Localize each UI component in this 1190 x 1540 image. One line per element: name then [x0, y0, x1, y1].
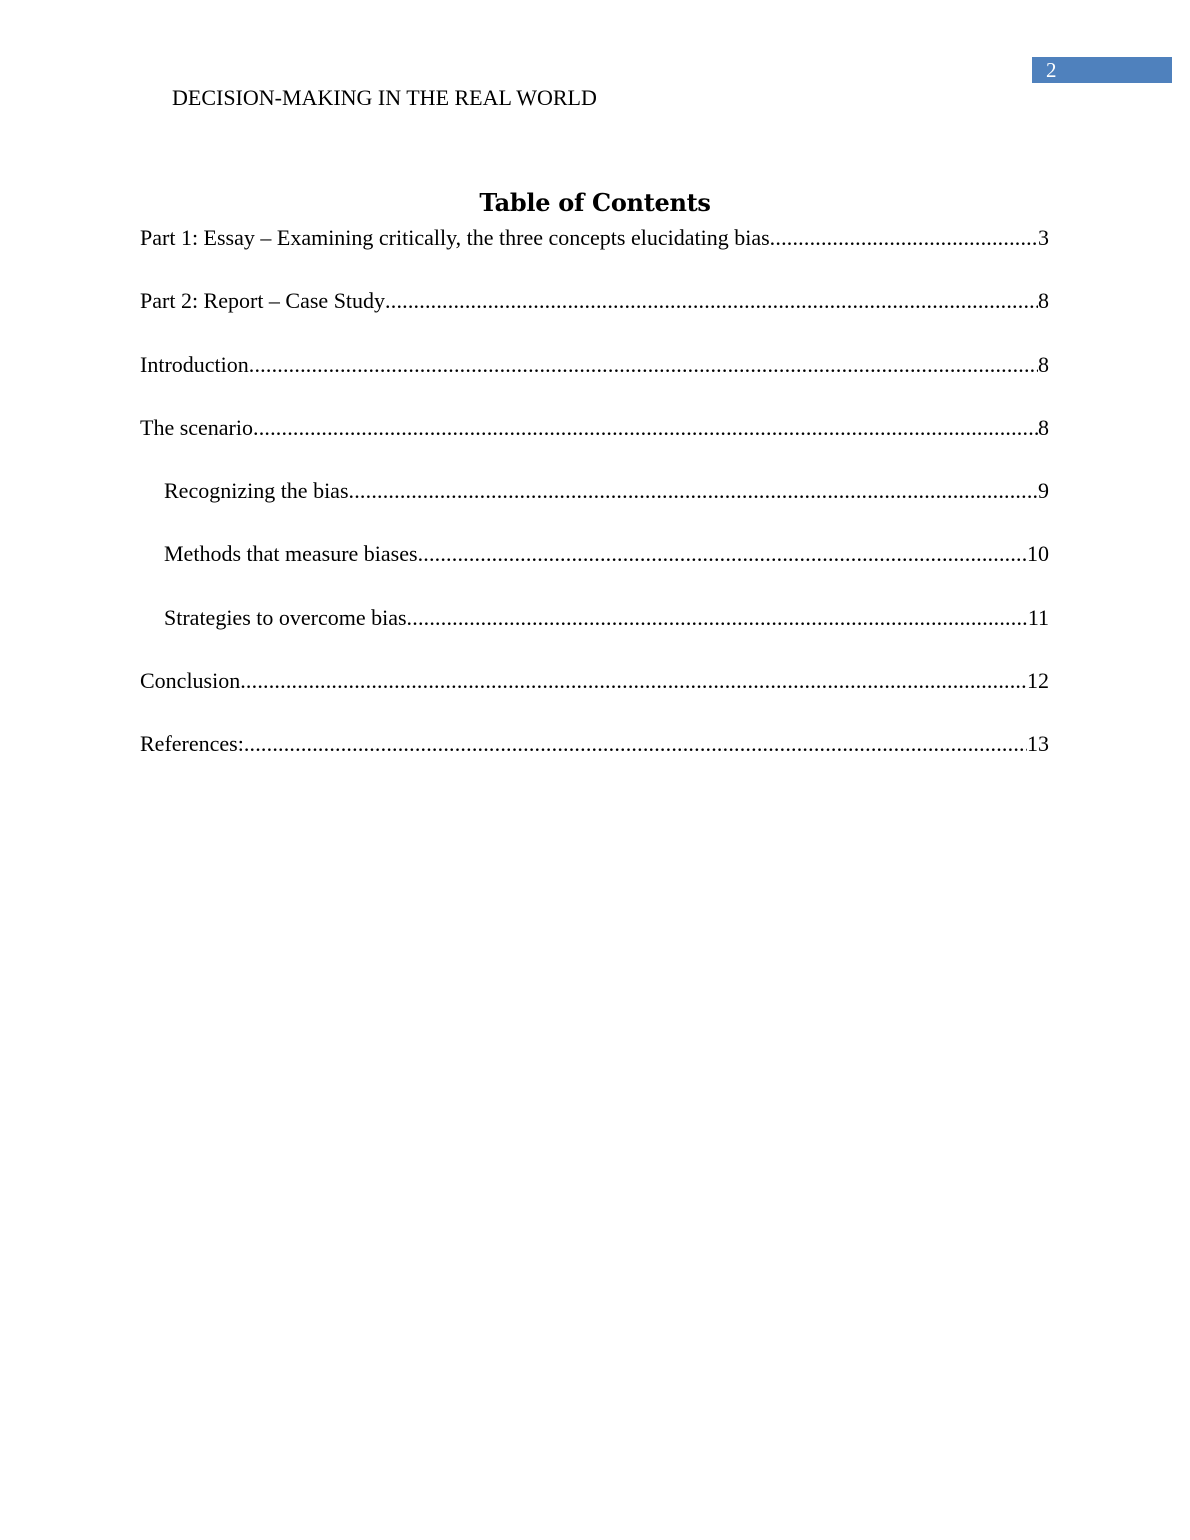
toc-entry-part-2-report[interactable]	[140, 287, 1049, 350]
toc-entry-title: Part 1: Essay – Examining critically, the three concepts elucidating bias	[140, 225, 770, 250]
toc-entry-title: Conclusion	[140, 668, 241, 694]
toc-entry-title: Introduction	[140, 351, 249, 377]
page-number: 2	[1046, 58, 1057, 82]
toc-entry-strategies[interactable]	[140, 604, 1049, 667]
toc-dot-leader	[770, 224, 1038, 252]
toc-entry-introduction[interactable]	[140, 351, 1049, 414]
toc-entry-methods[interactable]	[140, 540, 1049, 603]
toc-entry-page: 13	[1027, 731, 1049, 757]
toc-dot-leader	[240, 667, 1027, 695]
toc-dot-leader	[249, 351, 1038, 379]
toc-entry-page: 8	[1038, 414, 1049, 440]
toc-entry-part-1-essay[interactable]	[140, 224, 1049, 287]
toc-entry-page: 10	[1027, 541, 1049, 567]
toc-dot-leader	[407, 604, 1028, 632]
toc-entry-recognizing-bias[interactable]	[140, 477, 1049, 540]
toc-entry-title: Strategies to overcome bias	[164, 604, 407, 630]
toc-entry-conclusion[interactable]	[140, 667, 1049, 730]
table-of-contents	[140, 224, 1049, 794]
toc-dot-leader	[418, 540, 1027, 568]
toc-entry-page: 12	[1027, 668, 1049, 694]
toc-dot-leader	[349, 477, 1038, 505]
toc-entry-title: Methods that measure biases	[164, 541, 418, 567]
toc-entry-page: 3	[1038, 225, 1049, 250]
toc-dot-leader	[385, 287, 1038, 315]
toc-entry-references[interactable]	[140, 730, 1049, 793]
running-head: DECISION-MAKING IN THE REAL WORLD	[172, 85, 597, 110]
toc-entry-page: 8	[1038, 288, 1049, 314]
toc-entry-page: 11	[1027, 604, 1049, 630]
toc-entry-title: The scenario	[140, 414, 253, 440]
toc-entry-title: Part 2: Report – Case Study	[140, 288, 386, 314]
toc-entry-scenario[interactable]	[140, 414, 1049, 477]
toc-entry-page: 9	[1038, 478, 1049, 504]
toc-dot-leader	[244, 730, 1027, 758]
toc-entry-page: 8	[1038, 351, 1049, 377]
toc-dot-leader	[253, 414, 1038, 442]
page-number-badge	[1032, 57, 1172, 83]
toc-heading: Table of Contents	[479, 188, 711, 217]
toc-entry-title: Recognizing the bias	[164, 478, 349, 504]
toc-entry-title: References:	[140, 731, 244, 757]
